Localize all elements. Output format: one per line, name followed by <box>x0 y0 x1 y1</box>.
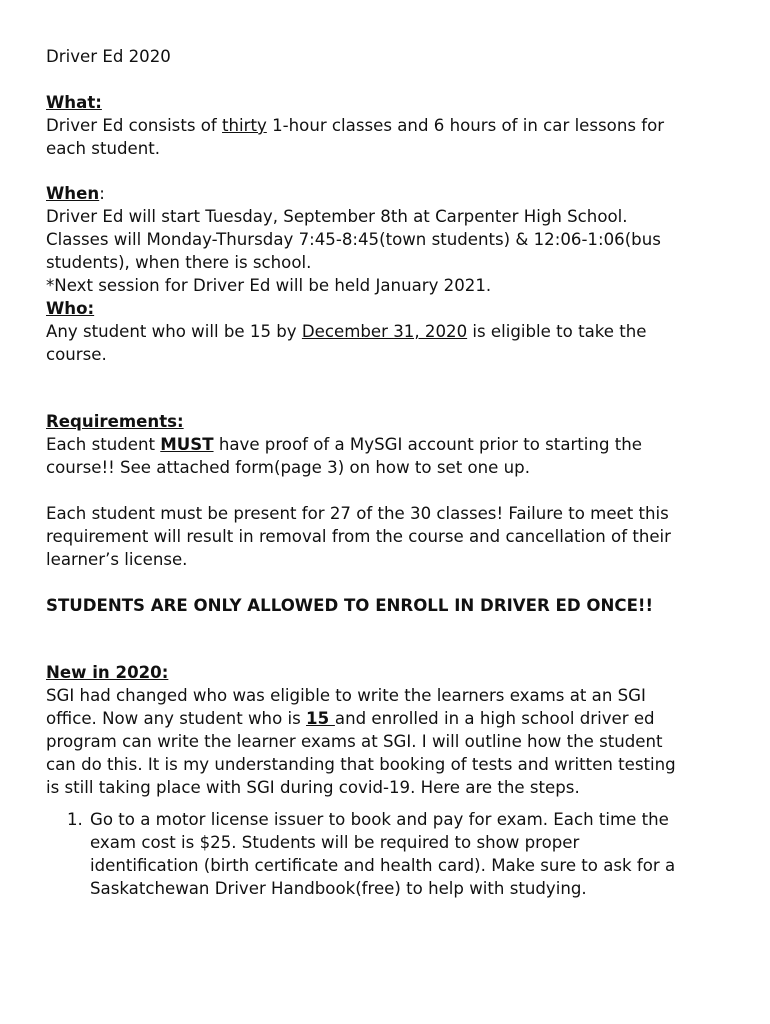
new-2020-text-line-1: SGI had changed who was eligible to write the learners exams at an SGI <box>46 686 646 705</box>
requirements-text-line-2: course!! See attached form(page 3) on how to set one up. <box>46 458 530 477</box>
when-text-line-3: students), when there is school. <box>46 253 312 272</box>
new-2020-text-line-3: program can write the learner exams at SGI. I will outline how the student <box>46 732 663 751</box>
must-emphasis: MUST <box>160 435 214 454</box>
who-heading: Who: <box>46 299 95 318</box>
step-1-line-4: Saskatchewan Driver Handbook(free) to help with studying. <box>90 879 587 898</box>
when-heading-line <box>46 182 105 205</box>
when-text-line-2: Classes will Monday-Thursday 7:45-8:45(town students) & 12:06-1:06(bus <box>46 230 661 249</box>
list-item-number: 1. <box>67 810 83 829</box>
age-emphasis: 15 <box>306 709 335 728</box>
text-segment: is eligible to take the <box>467 322 647 341</box>
text-segment: Each student <box>46 435 161 454</box>
what-heading: What: <box>46 93 102 112</box>
document-title: Driver Ed 2020 <box>46 47 171 66</box>
step-1-line-2: exam cost is $25. Students will be required to show proper <box>90 833 580 852</box>
when-text-line-4: *Next session for Driver Ed will be held January 2021. <box>46 276 492 295</box>
step-1-line-3: identification (birth certificate and health card). Make sure to ask for a <box>90 856 676 875</box>
new-2020-text-line-2 <box>46 707 655 730</box>
who-text-line-2: course. <box>46 345 107 364</box>
text-segment: 1-hour classes and 6 hours of in car lessons for <box>266 116 665 135</box>
new-2020-heading: New in 2020: <box>46 663 169 682</box>
what-text-line-1 <box>46 114 664 137</box>
when-colon: : <box>99 184 105 203</box>
new-2020-text-line-5: is still taking place with SGI during covid-19. Here are the steps. <box>46 778 580 797</box>
new-2020-text-line-4: can do this. It is my understanding that booking of tests and written testing <box>46 755 676 774</box>
text-segment: and enrolled in a high school driver ed <box>334 709 655 728</box>
text-segment: Any student who will be 15 by <box>46 322 302 341</box>
attendance-text-line-1: Each student must be present for 27 of the 30 classes! Failure to meet this <box>46 504 669 523</box>
when-heading: When <box>46 184 100 203</box>
who-text-line-1 <box>46 320 646 343</box>
text-segment: have proof of a MySGI account prior to starting the <box>213 435 642 454</box>
enroll-once-notice: STUDENTS ARE ONLY ALLOWED TO ENROLL IN DRIVER ED ONCE!! <box>46 596 654 615</box>
step-1-line-1: Go to a motor license issuer to book and pay for exam. Each time the <box>90 810 669 829</box>
attendance-text-line-2: requirement will result in removal from the course and cancellation of their <box>46 527 671 546</box>
when-text-line-1: Driver Ed will start Tuesday, September 8th at Carpenter High School. <box>46 207 628 226</box>
requirements-text-line-1 <box>46 433 642 456</box>
what-text-line-2: each student. <box>46 139 161 158</box>
text-segment: office. Now any student who is <box>46 709 307 728</box>
thirty-emphasis: thirty <box>222 116 267 135</box>
requirements-heading: Requirements: <box>46 412 184 431</box>
attendance-text-line-3: learner’s license. <box>46 550 188 569</box>
text-segment: Driver Ed consists of <box>46 116 223 135</box>
deadline-date: December 31, 2020 <box>301 322 468 341</box>
